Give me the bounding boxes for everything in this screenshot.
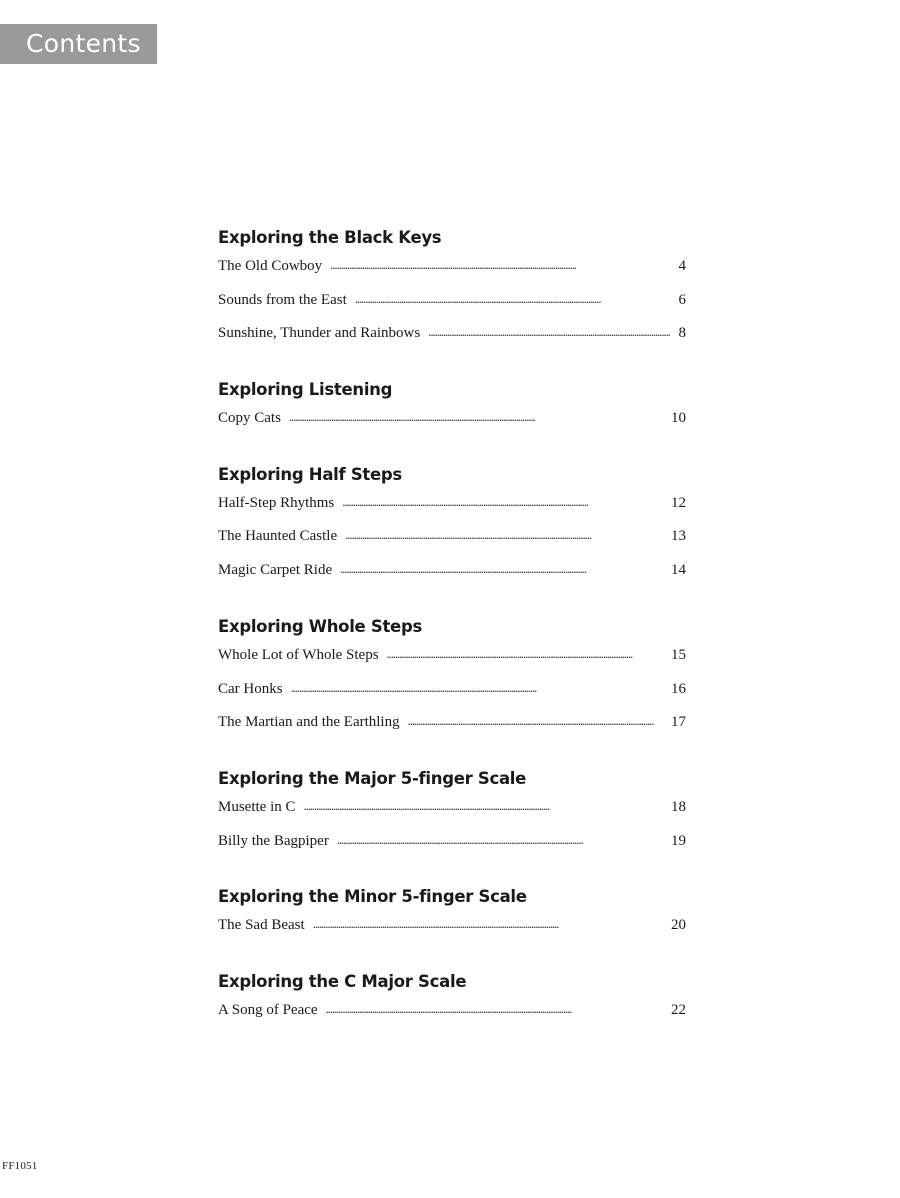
- entry-title: Half-Step Rhythms: [218, 494, 335, 511]
- toc-entry: [218, 258, 686, 292]
- section-title: Exploring Whole Steps: [218, 616, 422, 636]
- section-title: Exploring the Major 5-finger Scale: [218, 768, 527, 788]
- section-title: Exploring Half Steps: [218, 464, 402, 484]
- page-number: 10: [671, 410, 686, 427]
- toc-entry: [218, 1002, 686, 1036]
- dot-leader: [330, 257, 670, 274]
- entry-title: A Song of Peace: [218, 1001, 318, 1018]
- page-number: 17: [671, 714, 686, 731]
- dot-leader: [387, 646, 669, 663]
- page-number: 8: [678, 325, 686, 342]
- entry-title: The Sad Beast: [218, 917, 305, 934]
- toc-section: [218, 765, 686, 866]
- dot-leader: [428, 324, 670, 341]
- page-number: 16: [671, 680, 686, 697]
- section-title: Exploring the Minor 5-finger Scale: [218, 887, 527, 907]
- toc-entry: [218, 292, 686, 326]
- toc-section: [218, 461, 686, 596]
- toc-section: [218, 224, 686, 359]
- page-number: 12: [671, 494, 686, 511]
- toc-entry: [218, 410, 686, 444]
- entry-title: Sounds from the East: [218, 291, 347, 308]
- dot-leader: [337, 832, 669, 849]
- dot-leader: [340, 561, 669, 578]
- dot-leader: [326, 1001, 669, 1018]
- toc-entry: [218, 528, 686, 562]
- page-number: 4: [678, 258, 686, 274]
- section-title: Exploring the C Major Scale: [218, 971, 467, 991]
- table-of-contents: [218, 224, 686, 1036]
- dot-leader: [304, 798, 670, 815]
- entry-title: Billy the Bagpiper: [218, 832, 329, 849]
- dot-leader: [342, 494, 669, 511]
- page-number: 22: [671, 1001, 686, 1018]
- dot-leader: [291, 680, 669, 697]
- toc-entry: [218, 562, 686, 596]
- entry-title: The Haunted Castle: [218, 528, 338, 545]
- dot-leader: [313, 916, 669, 933]
- dot-leader: [408, 713, 669, 730]
- section-title: Exploring the Black Keys: [218, 228, 442, 247]
- page-number: 13: [671, 528, 686, 545]
- toc-entry: [218, 833, 686, 867]
- page-number: 6: [678, 291, 686, 308]
- section-title: Exploring Listening: [218, 380, 393, 400]
- publication-code: FF1051: [2, 1160, 38, 1172]
- page-number: 19: [671, 832, 686, 849]
- toc-entry: [218, 681, 686, 715]
- toc-entry: [218, 799, 686, 833]
- entry-title: The Martian and the Earthling: [218, 714, 400, 731]
- page-number: 14: [671, 562, 686, 579]
- entry-title: Sunshine, Thunder and Rainbows: [218, 325, 421, 342]
- dot-leader: [289, 409, 669, 426]
- toc-entry: [218, 714, 686, 748]
- entry-title: The Old Cowboy: [218, 258, 323, 274]
- toc-section: [218, 883, 686, 951]
- toc-entry: [218, 495, 686, 529]
- page-number: 15: [671, 646, 686, 663]
- page-number: 20: [671, 917, 686, 934]
- toc-entry: [218, 917, 686, 951]
- contents-header: Contents: [0, 24, 157, 64]
- entry-title: Car Honks: [218, 680, 283, 697]
- entry-title: Musette in C: [218, 798, 296, 815]
- entry-title: Copy Cats: [218, 410, 281, 427]
- toc-section: [218, 376, 686, 444]
- toc-entry: [218, 325, 686, 359]
- entry-title: Whole Lot of Whole Steps: [218, 646, 379, 663]
- dot-leader: [345, 527, 669, 544]
- entry-title: Magic Carpet Ride: [218, 562, 333, 579]
- page-number: 18: [671, 798, 686, 815]
- toc-entry: [218, 647, 686, 681]
- toc-section: [218, 613, 686, 748]
- dot-leader: [355, 291, 670, 308]
- toc-section: [218, 968, 686, 1036]
